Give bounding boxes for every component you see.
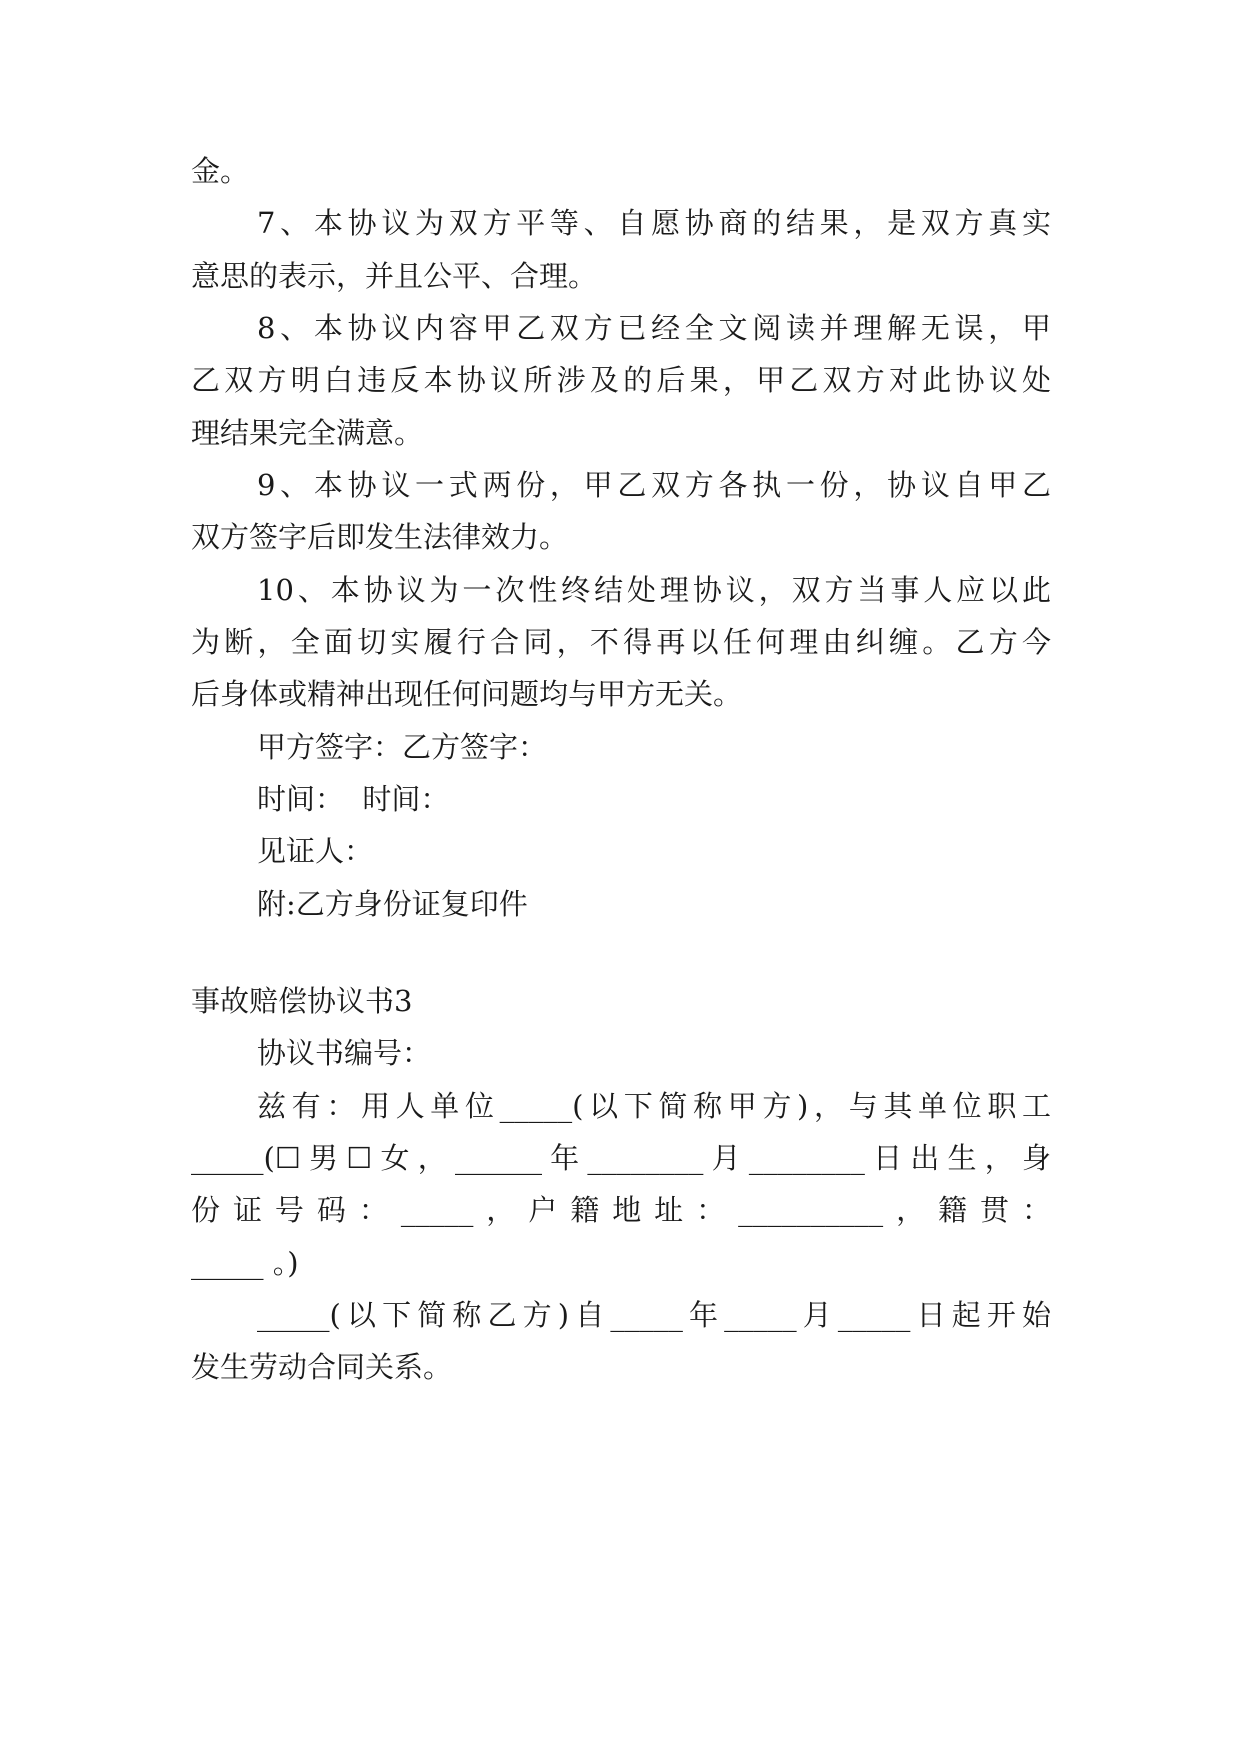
clause-7-line-2: 意思的表示，并且公平、合理。 xyxy=(191,259,598,293)
document-page xyxy=(191,0,1051,1754)
agreement-number-line: 协议书编号： xyxy=(257,1036,432,1070)
preamble-line-2: _____(☐男☐女，______年________月________日出生，身 xyxy=(191,1141,1051,1175)
clause-8-line-1: 8、本协议内容甲乙双方已经全文阅读并理解无误，甲 xyxy=(257,311,1051,345)
clause-9-line-2: 双方签字后即发生法律效力。 xyxy=(191,520,569,554)
signature-line: 甲方签字：乙方签字： xyxy=(257,730,548,764)
witness-line: 见证人： xyxy=(257,834,374,868)
clause-10-line-3: 后身体或精神出现任何问题均与甲方无关。 xyxy=(191,677,743,711)
employment-line-1: _____(以下简称乙方)自_____年_____月_____日起开始 xyxy=(257,1298,1051,1332)
section-title: 事故赔偿协议书3 xyxy=(191,984,413,1018)
employment-line-2: 发生劳动合同关系。 xyxy=(191,1350,453,1384)
clause-7-line-1: 7、本协议为双方平等、自愿协商的结果，是双方真实 xyxy=(257,206,1051,240)
clause-9-line-1: 9、本协议一式两份，甲乙双方各执一份，协议自甲乙 xyxy=(257,468,1051,502)
preamble-line-1: 兹有：用人单位_____(以下简称甲方)，与其单位职工 xyxy=(257,1089,1051,1123)
clause-8-line-2: 乙双方明白违反本协议所涉及的后果，甲乙双方对此协议处 xyxy=(191,363,1051,397)
paragraph-line: 金。 xyxy=(191,154,250,188)
clause-10-line-2: 为断，全面切实履行合同，不得再以任何理由纠缠。乙方今 xyxy=(191,625,1051,659)
date-line: 时间： 时间： xyxy=(257,782,450,816)
preamble-line-4: _____ 。) xyxy=(191,1246,299,1280)
clause-8-line-3: 理结果完全满意。 xyxy=(191,416,424,450)
attachment-line: 附:乙方身份证复印件 xyxy=(257,887,528,921)
clause-10-line-1: 10、本协议为一次性终结处理协议，双方当事人应以此 xyxy=(257,573,1051,607)
preamble-line-3: 份证号码：_____，户籍地址：__________，籍贯： xyxy=(191,1193,1051,1227)
